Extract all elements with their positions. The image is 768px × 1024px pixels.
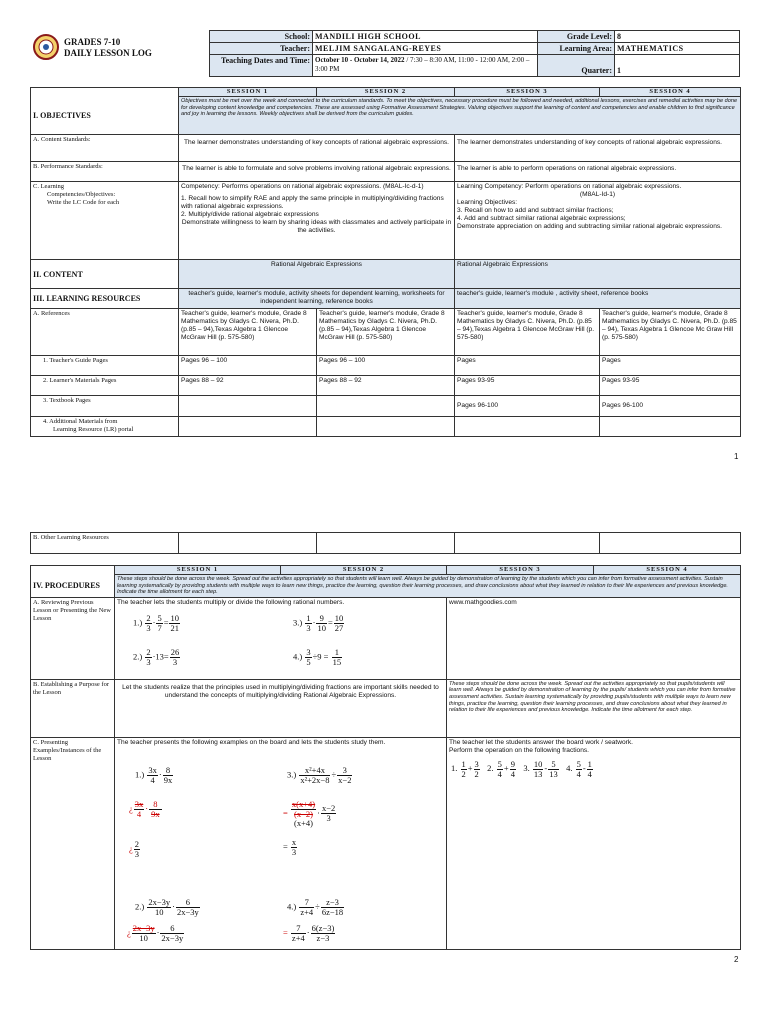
learning-competencies-label bbox=[31, 182, 179, 260]
dates-label: Teaching Dates and Time: bbox=[210, 55, 313, 77]
am-label-line2: Learning Resource (LR) portal bbox=[53, 426, 134, 433]
presenting-label: C. Presenting Examples/Instances of the Lesson bbox=[31, 737, 115, 949]
teachers-guide-s1: Pages 96 – 100 bbox=[179, 356, 317, 376]
performance-standards-s12: The learner is able to formulate and solve problems involving rational algebraic expressions. bbox=[179, 162, 455, 182]
session-2-header: SESSION 2 bbox=[317, 88, 455, 97]
purpose-s12: Let the students realize that the principles used in multiplying/dividing fractions are important skills needed to understand the concepts of multiplying/dividing Rational Algebraic Expressions. bbox=[115, 679, 447, 737]
other-resources-s3 bbox=[455, 533, 600, 554]
procedures-note: These steps should be done across the week. Spread out the activities appropriately so that students will learn well. Always be guided by demonstration of learning by the students which you can infer from formative assessment activities. Sustain learning systematically by providing students with multiple ways to learn new things, practice the learning, question their learning processes, and draw conclusions about what they learned in relation to their life experiences and previous knowledge. Indicate the time allotment for each step. bbox=[115, 575, 741, 598]
session-4-header: SESSION 4 bbox=[600, 88, 741, 97]
dates-value bbox=[313, 55, 538, 77]
lc2-objective-3: 3. Recall on how to add and subtract similar fractions; bbox=[457, 207, 614, 214]
seatwork-text-2: Perform the operation on the following fractions. bbox=[449, 746, 590, 754]
performance-standards-s34: The learner is able to perform operations on rational algebraic expressions. bbox=[455, 162, 741, 182]
lc2-objectives-heading: Learning Objectives: bbox=[457, 199, 518, 206]
review-item-4: 4.) $\frac{3}{5}$ ÷9 = $\frac{1}{15}$ bbox=[293, 646, 342, 667]
content-standards-s12: The learner demonstrates understanding of key concepts of rational algebraic expressions. bbox=[179, 135, 455, 162]
quarter-label: Quarter: bbox=[538, 55, 615, 77]
content-standards-s34: The learner demonstrates understanding of key concepts of rational algebraic expressions. bbox=[455, 135, 741, 162]
seatwork-item-3: 3. $\frac{10}{13}$ - $\frac{5}{13}$ bbox=[523, 758, 558, 779]
textbook-pages-label: 3. Textbook Pages bbox=[31, 396, 179, 417]
example-3: 3.) $\frac{\text{x²+4x}}{\text{x²+2x−8}}$ ÷ $\frac{3}{x-2}$ bbox=[287, 764, 352, 785]
learning-competencies-s12 bbox=[179, 182, 455, 260]
lc2-competency: Learning Competency: Perform operations on rational algebraic expressions. bbox=[457, 183, 682, 190]
proc-session-4-header: SESSION 4 bbox=[594, 566, 741, 575]
lc-label-line2: Competencies/Objectives: bbox=[47, 191, 116, 198]
form-title bbox=[64, 37, 152, 59]
purpose-label: B. Establishing a Purpose for the Lesson bbox=[31, 679, 115, 737]
references-label: A. References bbox=[31, 309, 179, 356]
proc-blank-cell bbox=[31, 566, 115, 575]
textbook-pages-s4: Pages 96-100 bbox=[600, 396, 741, 417]
teachers-guide-s2: Pages 96 – 100 bbox=[317, 356, 455, 376]
objectives-note: Objectives must be met over the week and connected to the curriculum standards. To meet the objectives, necessary procedure must be followed and needed, additional lessons, exercises and remedial activities may be done for developing content knowledge and competencies. These are assessed using Formative Assessment Strategies. Valuing objectives support the learning of content and competencies and enable children to find significance and joy in learning the lessons. Weekly objectives shall be derived from the curriculum guides. bbox=[179, 97, 741, 135]
area-label: Learning Area: bbox=[538, 43, 615, 55]
example-3-answer: = $\frac{x}{3}$ bbox=[283, 836, 297, 857]
other-resources-s4 bbox=[600, 533, 741, 554]
procedures-table bbox=[30, 565, 741, 950]
reviewing-text: The teacher lets the students multiply or divide the following rational numbers. bbox=[117, 598, 345, 606]
references-s3: Teacher's guide, learner's module, Grade 8 Mathematics by Gladys C. Nivera, Ph.D. (p.85 – 94),Texas Algebra 1 Glencoe McGraw Hill (p. 575-580) bbox=[455, 309, 600, 356]
presenting-text: The teacher presents the following examples on the board and lets the students study them. bbox=[117, 738, 386, 746]
example-2-work: ¿ $\frac{2x-3y}{10}$ · $\frac{6}{2x-3y}$ bbox=[127, 922, 184, 943]
quarter-value: 1 bbox=[615, 55, 740, 77]
lc-label-line1: C. Learning bbox=[33, 183, 65, 190]
references-s2: Teacher's guide, learner's module, Grade 8 Mathematics by Gladys C. Nivera, Ph.D. (p.85 – 94),Texas Algebra 1 Glencoe McGraw Hill (p. 575-580) bbox=[317, 309, 455, 356]
references-s1: Teacher's guide, learner's module, Grade 8 Mathematics by Gladys C. Nivera, Ph.D. (p.85 – 94),Texas Algebra 1 Glencoe McGraw Hill (p. 575-580) bbox=[179, 309, 317, 356]
content-standards-label: A. Content Standards: bbox=[31, 135, 179, 162]
seatwork-item-1: 1. $\frac{1}{2}$ + $\frac{3}{2}$ bbox=[451, 758, 479, 779]
additional-materials-s3 bbox=[455, 417, 600, 437]
additional-materials-s1 bbox=[179, 417, 317, 437]
review-item-3: 3.) $\frac{1}{3}$ · $\frac{9}{10}$ = $\frac{10}{27}$ bbox=[293, 612, 344, 633]
objectives-label: I. OBJECTIVES bbox=[31, 97, 179, 135]
grade-value: 8 bbox=[615, 31, 740, 43]
learning-competencies-s34 bbox=[455, 182, 741, 260]
learning-resources-s34: teacher's guide, learner's module , activity sheet, reference books bbox=[455, 289, 741, 309]
other-resources-s1 bbox=[179, 533, 317, 554]
example-1-work: ¿ $\frac{3x}{4}$ · $\frac{8}{9x}$ bbox=[129, 798, 160, 819]
learning-resources-s12: teacher's guide, learner's module, activity sheets for dependent learning, worksheets for independent learning, reference books bbox=[179, 289, 455, 309]
learners-materials-label: 2. Learner's Materials Pages bbox=[31, 376, 179, 396]
session-3-header: SESSION 3 bbox=[455, 88, 600, 97]
lc2-code: (M8AL-Id-1) bbox=[579, 191, 616, 198]
teacher-label: Teacher: bbox=[210, 43, 313, 55]
proc-session-2-header: SESSION 2 bbox=[281, 566, 447, 575]
dates-bold: October 10 - October 14, 2022 bbox=[315, 56, 405, 64]
learners-materials-s1: Pages 88 – 92 bbox=[179, 376, 317, 396]
seatwork-item-4: 4. $\frac{5}{4}$ - $\frac{1}{4}$ bbox=[566, 758, 592, 779]
reviewing-s12 bbox=[115, 597, 447, 679]
am-label-line1: 4. Additional Materials from bbox=[43, 418, 118, 425]
seatwork-items bbox=[451, 760, 594, 779]
seatwork-text-1: The teacher let the students answer the board work / seatwork. bbox=[449, 738, 633, 746]
learners-materials-s2: Pages 88 – 92 bbox=[317, 376, 455, 396]
review-item-2: 2.) $\frac{2}{3}$ ·13= $\frac{26}{3}$ bbox=[133, 646, 180, 667]
example-2: 2.) $\frac{2x-3y}{10}$ · $\frac{6}{2x-3y}$ bbox=[135, 896, 199, 917]
textbook-pages-s2 bbox=[317, 396, 455, 417]
lc1-objective-3: Demonstrate willingness to learn by sharing ideas with classmates and actively participate in the activities. bbox=[181, 219, 452, 234]
lc1-objective-2: 2. Multiply/divide rational algebraic expressions bbox=[181, 211, 319, 218]
page-number-2: 2 bbox=[734, 955, 739, 964]
seatwork-item-2: 2. $\frac{5}{4}$ + $\frac{9}{4}$ bbox=[487, 758, 515, 779]
school-seal-logo bbox=[33, 34, 59, 60]
purpose-s34: These steps should be done across the week. Spread out the activities appropriately so that pupils/students will learn well. Always be guided by demonstration of learning by the pupils/ students which you can infer from formative assessment activities. Sustain learning systematically by providing pupils/students with multiple ways to learn new things, practice the learning, question their learning processes, and draw conclusions about what they learned in relation to their life experiences and previous knowledge. Indicate the time allotment for each step. bbox=[447, 679, 741, 737]
teachers-guide-s3: Pages bbox=[455, 356, 600, 376]
example-3-work: = x(x+4) (x−2) (x+4) · $\frac{x-2}{3}$ bbox=[283, 798, 336, 828]
additional-materials-s4 bbox=[600, 417, 741, 437]
content-s12: Rational Algebraic Expressions bbox=[179, 260, 455, 289]
page-number-1: 1 bbox=[734, 452, 739, 461]
content-s34: Rational Algebraic Expressions bbox=[455, 260, 741, 289]
presenting-s12 bbox=[115, 737, 447, 949]
review-item-1: 1.) $\frac{2}{3}$ · $\frac{5}{7}$ = $\frac{10}{21}$ bbox=[133, 612, 179, 633]
other-resources-s2 bbox=[317, 533, 455, 554]
textbook-pages-s1 bbox=[179, 396, 317, 417]
school-value: MANDILI HIGH SCHOOL bbox=[313, 31, 538, 43]
other-resources-table bbox=[30, 532, 741, 554]
reviewing-label: A. Reviewing Previous Lesson or Presenting the New Lesson bbox=[31, 597, 115, 679]
proc-session-3-header: SESSION 3 bbox=[447, 566, 594, 575]
teachers-guide-label: 1. Teacher's Guide Pages bbox=[31, 356, 179, 376]
proc-session-1-header: SESSION 1 bbox=[115, 566, 281, 575]
other-resources-label: B. Other Learning Resources bbox=[31, 533, 179, 554]
teacher-value: MELJIM SANGALANG-REYES bbox=[313, 43, 538, 55]
lc-label-line3: Write the LC Code for each bbox=[47, 199, 120, 206]
form-title-line2: DAILY LESSON LOG bbox=[64, 48, 152, 58]
additional-materials-s2 bbox=[317, 417, 455, 437]
dates-rest: / 7:30 – 8:30 AM, 11:00 - 12:00 AM, 2:00 – 3:00 PM bbox=[315, 56, 530, 73]
learners-materials-s3: Pages 93-95 bbox=[455, 376, 600, 396]
procedures-label: IV. PROCEDURES bbox=[31, 575, 115, 598]
grade-label: Grade Level: bbox=[538, 31, 615, 43]
presenting-s34 bbox=[447, 737, 741, 949]
textbook-pages-s3: Pages 96-100 bbox=[455, 396, 600, 417]
learning-resources-label: III. LEARNING RESOURCES bbox=[31, 289, 179, 309]
performance-standards-label: B. Performance Standards: bbox=[31, 162, 179, 182]
reviewing-s34: www.mathgoodies.com bbox=[447, 597, 741, 679]
content-label: II. CONTENT bbox=[31, 260, 179, 289]
header-info-table bbox=[209, 30, 740, 77]
learners-materials-s4: Pages 93-95 bbox=[600, 376, 741, 396]
references-s4: Teacher's guide, learner's module, Grade 8 Mathematics by Gladys C. Nivera, Ph.D. (p.85 – 94), Texas Algebra 1 Glencoe Mc Graw Hill (p. 575-580) bbox=[600, 309, 741, 356]
lc2-objective-4: 4. Add and subtract similar rational algebraic expressions; bbox=[457, 215, 626, 222]
additional-materials-label bbox=[31, 417, 179, 437]
session-1-header: SESSION 1 bbox=[179, 88, 317, 97]
form-title-line1: GRADES 7-10 bbox=[64, 37, 121, 47]
lc1-objective-1: 1. Recall how to simplify RAE and apply the same principle in multiplying/dividing fractions with rational algebraic expressions. bbox=[181, 195, 444, 210]
lc2-objective-5: Demonstrate appreciation on adding and subtracting similar rational algebraic expressions. bbox=[457, 223, 722, 230]
example-1-answer: ¿ $\frac{2}{3}$ bbox=[129, 838, 140, 859]
school-label: School: bbox=[210, 31, 313, 43]
example-4: 4.) $\frac{7}{z+4}$ ÷ $\frac{z-3}{6z-18}$ bbox=[287, 896, 344, 917]
area-value: MATHEMATICS bbox=[615, 43, 740, 55]
teachers-guide-s4: Pages bbox=[600, 356, 741, 376]
page1-lesson-table bbox=[30, 87, 741, 437]
lc1-competency: Competency: Performs operations on rational algebraic expressions. (M8AL-Ic-d-1) bbox=[181, 183, 424, 190]
example-1: 1.) $\frac{3x}{4}$ · $\frac{8}{9x}$ bbox=[135, 764, 173, 785]
example-4-work: = $\frac{7}{z+4}$ · $\frac{6(z-3)}{z-3}$ bbox=[283, 922, 335, 943]
blank-cell bbox=[31, 88, 179, 97]
